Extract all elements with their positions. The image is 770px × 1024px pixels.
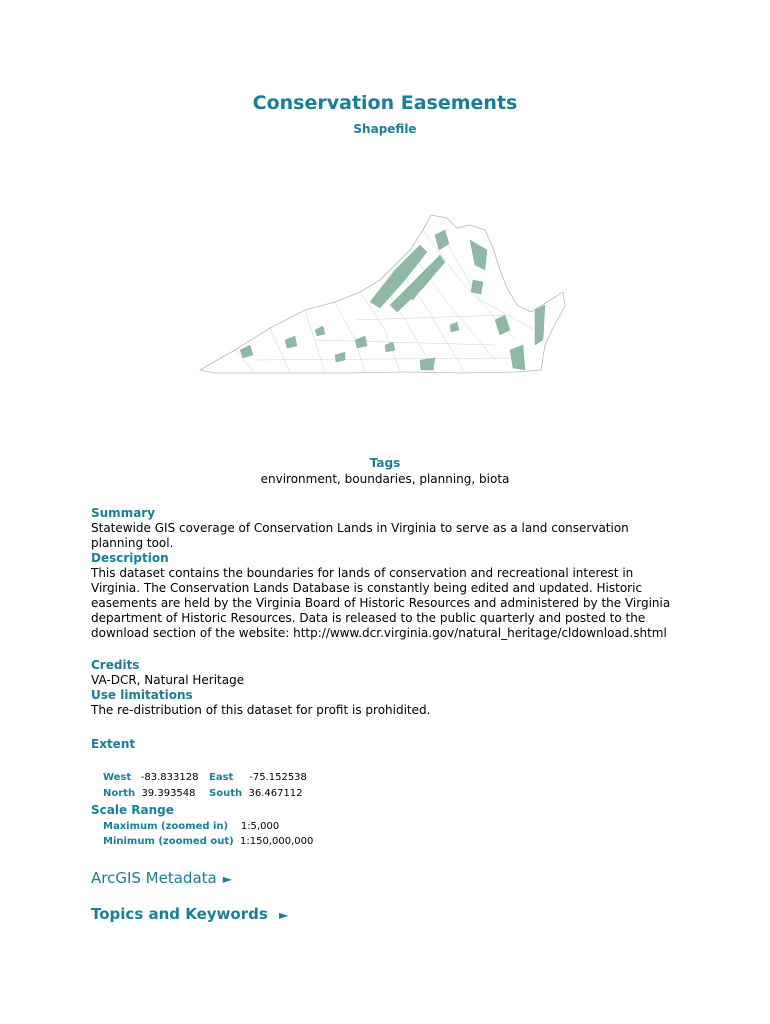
- topics-keywords-link[interactable]: [91, 905, 288, 923]
- description-heading: Description: [91, 551, 169, 565]
- north-label: North: [103, 788, 136, 799]
- arcgis-metadata-link[interactable]: [91, 869, 232, 887]
- virginia-thumbnail-map: [195, 210, 570, 385]
- description-line: easements are held by the Virginia Board of Historic Resources and administered by the Virginia: [91, 596, 671, 610]
- tags-heading: Tags: [369, 456, 401, 470]
- credits-value: VA-DCR, Natural Heritage: [91, 673, 245, 687]
- east-value: -75.152538: [249, 772, 307, 783]
- scale-heading-wrap: [91, 803, 691, 818]
- east-label: East: [209, 772, 234, 783]
- arcgis-metadata-label: ArcGIS Metadata: [91, 869, 217, 887]
- credits-heading: Credits: [91, 658, 140, 672]
- scale-range-heading: Scale Range: [91, 803, 174, 817]
- extent-north: [103, 788, 196, 799]
- scale-min: [103, 836, 313, 847]
- summary-section: [91, 506, 691, 641]
- expand-arrow-icon: ►: [279, 908, 289, 922]
- description-line: Virginia. The Conservation Lands Database is constantly being edited and updated. Historic: [91, 581, 643, 595]
- west-label: West: [103, 772, 132, 783]
- west-value: -83.833128: [140, 772, 199, 783]
- expand-arrow-icon: ►: [222, 872, 232, 886]
- page-subtitle: Shapefile: [353, 122, 417, 136]
- use-limitations-value: The re-distribution of this dataset for profit is prohidited.: [91, 703, 431, 717]
- extent-heading-wrap: [91, 737, 691, 752]
- north-value: 39.393548: [141, 788, 196, 799]
- use-limitations-heading: Use limitations: [91, 688, 193, 702]
- description-line: This dataset contains the boundaries for lands of conservation and recreational interest in: [91, 566, 634, 580]
- extent-west: [103, 772, 198, 783]
- scale-max: [103, 821, 279, 832]
- min-zoom-label: Minimum (zoomed out): [103, 836, 234, 847]
- topics-keywords-label: Topics and Keywords: [91, 905, 268, 923]
- page-title: Conservation Easements: [252, 92, 518, 114]
- south-label: South: [209, 788, 243, 799]
- description-line: department of Historic Resources. Data is released to the public quarterly and posted to the: [91, 611, 646, 625]
- extent-east: [209, 772, 307, 783]
- description-line: download section of the website: http://www.dcr.virginia.gov/natural_heritage/cldownload.shtml: [91, 626, 667, 640]
- extent-south: [209, 788, 303, 799]
- south-value: 36.467112: [248, 788, 303, 799]
- max-zoom-value: 1:5,000: [240, 821, 280, 832]
- summary-heading: Summary: [91, 506, 156, 520]
- max-zoom-label: Maximum (zoomed in): [103, 821, 229, 832]
- min-zoom-value: 1:150,000,000: [240, 836, 314, 847]
- extent-heading: Extent: [91, 737, 136, 751]
- credits-section: [91, 658, 691, 718]
- summary-line: Statewide GIS coverage of Conservation Lands in Virginia to serve as a land conservation: [91, 521, 629, 535]
- tags-value: environment, boundaries, planning, biota: [260, 472, 510, 486]
- summary-line: planning tool.: [91, 536, 174, 550]
